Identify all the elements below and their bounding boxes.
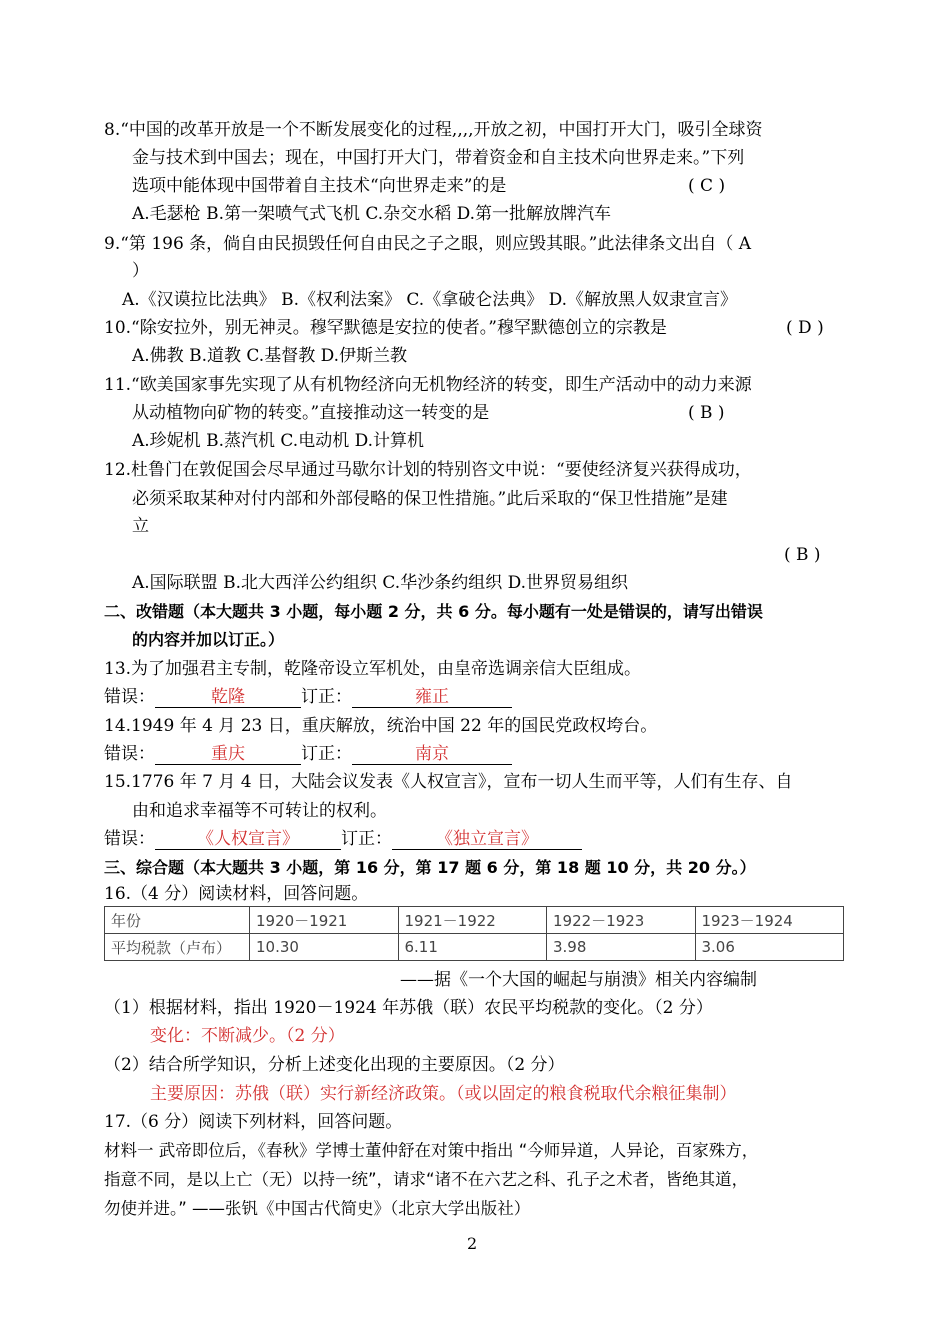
q17-material1-line3: 勿使并进。” ——张钒《中国古代简史》（北京大学出版社） (104, 1199, 531, 1218)
q11-line2: 从动植物向矿物的转变。”直接推动这一转变的是 (132, 403, 490, 423)
q15-line2: 由和追求幸福等不可转让的权利。 (132, 801, 387, 821)
q11-answer: ( B ) (688, 403, 725, 423)
q11-line1: 11.“欧美国家事先实现了从有机物经济向无机物经济的转变，即生产活动中的动力来源 (104, 375, 752, 395)
q11-options: A.珍妮机 B.蒸汽机 C.电动机 D.计算机 (132, 431, 425, 451)
q15-fix: 《独立宣言》 (392, 830, 582, 850)
correct-label: 订正： (301, 687, 352, 707)
error-label: 错误： (104, 687, 155, 707)
q8-line2: 金与技术到中国去；现在，中国打开大门，带着资金和自主技术向世界走来。”下列 (132, 148, 745, 168)
q13-error: 乾隆 (155, 688, 301, 708)
table-cell: 年份 (105, 907, 250, 934)
q13-fix: 雍正 (352, 688, 512, 708)
error-label: 错误： (104, 829, 155, 849)
q15-answer-row (104, 829, 582, 850)
section3-heading: 三、综合题（本大题共 3 小题，第 16 分，第 17 题 6 分，第 18 题 10 分，共 20 分。） (104, 858, 756, 877)
q16-answer2: 主要原因：苏俄（联）实行新经济政策。（或以固定的粮食税取代余粮征集制） (150, 1084, 737, 1104)
q17-material1-line1: 材料一 武帝即位后，《春秋》学博士董仲舒在对策中指出 “今师异道，人异论，百家殊方， (104, 1141, 759, 1160)
q12-options: A.国际联盟 B.北大西洋公约组织 C.华沙条约组织 D.世界贸易组织 (132, 573, 629, 593)
q10-line1: 10.“除安拉外，别无神灵。穆罕默德是安拉的使者。”穆罕默德创立的宗教是 (104, 318, 667, 338)
table-cell: 1923－1924 (695, 907, 844, 934)
q13-text: 13.为了加强君主专制，乾隆帝设立军机处，由皇帝选调亲信大臣组成。 (104, 659, 642, 679)
q17-material1-line2: 指意不同，是以上亡（无）以持一统”，请求“诸不在六艺之科、孔子之术者，皆绝其道， (104, 1170, 749, 1189)
q9-line1: 9.“第 196 条，倘自由民损毁任何自由民之子之眼，则应毁其眼。”此法律条文出自（ A (104, 234, 752, 254)
q15-error: 《人权宣言》 (155, 830, 341, 850)
q8-line3: 选项中能体现中国带着自主技术“向世界走来”的是 (132, 176, 507, 196)
q14-fix: 南京 (352, 745, 512, 765)
table-cell: 1922－1923 (547, 907, 696, 934)
table-cell: 3.06 (695, 934, 844, 961)
table-cell: 1920－1921 (250, 907, 399, 934)
q16-sub1: （1）根据材料，指出 1920－1924 年苏俄（联）农民平均税款的变化。（2 分） (104, 998, 713, 1018)
table-cell: 10.30 (250, 934, 399, 961)
q16-sub2: （2）结合所学知识，分析上述变化出现的主要原因。（2 分） (104, 1055, 565, 1075)
q14-error: 重庆 (155, 745, 301, 765)
table-cell: 3.98 (547, 934, 696, 961)
q17-intro: 17.（6 分）阅读下列材料，回答问题。 (104, 1112, 403, 1132)
q10-answer: ( D ) (786, 318, 824, 338)
q14-answer-row (104, 744, 512, 765)
q16-intro: 16.（4 分）阅读材料，回答问题。 (104, 884, 369, 904)
table-row (105, 907, 844, 934)
q9-options: A.《汉谟拉比法典》 B.《权利法案》 C.《拿破仑法典》 D.《解放黑人奴隶宣言》 (122, 290, 738, 310)
q14-text: 14.1949 年 4 月 23 日，重庆解放，统治中国 22 年的国民党政权垮台。 (104, 716, 658, 736)
q16-answer1: 变化：不断减少。（2 分） (150, 1026, 345, 1046)
section2-heading-cont: 的内容并加以订正。） (132, 630, 285, 649)
section2-heading: 二、改错题（本大题共 3 小题，每小题 2 分，共 6 分。每小题有一处是错误的，请写出错误 (104, 602, 763, 621)
table-cell: 平均税款（卢布） (105, 934, 250, 961)
table-cell: 1921－1922 (398, 907, 547, 934)
q8-options: A.毛瑟枪 B.第一架喷气式飞机 C.杂交水稻 D.第一批解放牌汽车 (132, 204, 612, 224)
table-row (105, 934, 844, 961)
q15-line1: 15.1776 年 7 月 4 日，大陆会议发表《人权宣言》，宣布一切人生而平等，人们有生存、自 (104, 772, 793, 792)
correct-label: 订正： (301, 744, 352, 764)
q12-line2: 必须采取某种对付内部和外部侵略的保卫性措施。”此后采取的“保卫性措施”是建 (132, 489, 728, 509)
q12-line1: 12.杜鲁门在敦促国会尽早通过马歇尔计划的特别咨文中说：“要使经济复兴获得成功， (104, 460, 752, 480)
q12-answer: ( B ) (784, 545, 821, 565)
q12-line3: 立 (132, 516, 149, 536)
table-cell: 6.11 (398, 934, 547, 961)
q13-answer-row (104, 687, 512, 708)
error-label: 错误： (104, 744, 155, 764)
tax-table (104, 906, 844, 961)
q8-line1: 8.“中国的改革开放是一个不断发展变化的过程,,,,开放之初，中国打开大门，吸引全球资 (104, 120, 763, 140)
page-number: 2 (467, 1234, 478, 1253)
correct-label: 订正： (341, 829, 392, 849)
q9-line2: ） (132, 261, 149, 281)
q16-source: ——据《一个大国的崛起与崩溃》相关内容编制 (400, 970, 757, 990)
q8-answer: ( C ) (688, 176, 726, 196)
q10-options: A.佛教 B.道教 C.基督教 D.伊斯兰教 (132, 346, 408, 366)
